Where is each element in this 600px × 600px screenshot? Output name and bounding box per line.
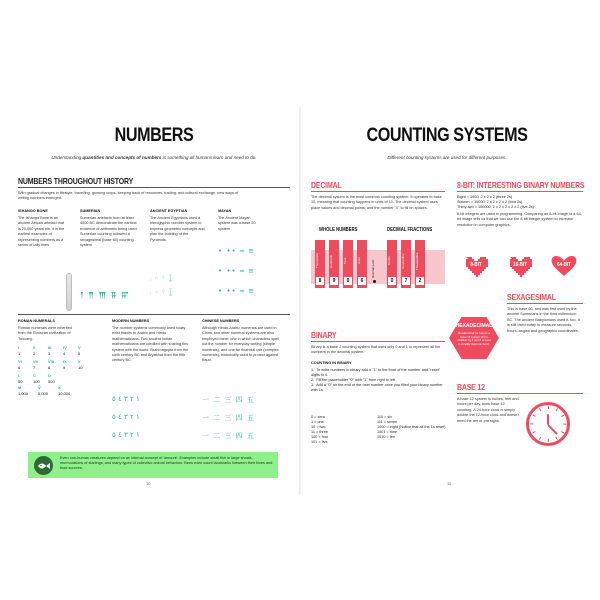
clock-tick xyxy=(548,439,549,442)
roman-cell: 100 xyxy=(33,379,40,384)
binary-title: BINARY xyxy=(311,331,337,340)
roman-cell: VII xyxy=(33,359,38,364)
heart-64bit xyxy=(551,255,577,277)
heart-8bit-label: 8-BIT xyxy=(470,262,482,268)
chinese-title: CHINESE NUMBERS xyxy=(202,319,240,323)
hexadecimal-text: Hexadecimal (or hex) is a base 16 system (16 is divisible by 8 and 8 is used to simplify 8-bit numbers). xyxy=(457,331,491,346)
roman-cell: D xyxy=(48,373,51,378)
binary-list-item: 101 = five xyxy=(311,440,328,445)
history-intro: With gradual changes in lifestyle, travelling, growing crops, keeping track of resources, trading, and cultural exchange, new ways of writing numbers emerged. xyxy=(18,191,239,201)
roman-cell: X xyxy=(78,359,81,364)
eight-bit-text: 8-bit integers are used in programming. Comparing an 8-bit image to a 64-bit image tells us that we can use the 8-bit integer system to increase resolution in computer graphics. xyxy=(457,212,582,227)
roman-cell: III xyxy=(48,345,52,350)
mayan-glyphs-2: • •• ═ ≡ xyxy=(218,267,256,275)
roman-cell: IX xyxy=(63,359,67,364)
place-value-digit: 7 xyxy=(401,276,411,286)
fish-icon xyxy=(34,456,53,475)
section-title-history: NUMBERS THROUGHOUT HISTORY xyxy=(18,177,134,186)
counting-in-binary-title: COUNTING IN BINARY xyxy=(311,361,352,365)
heart-16bit-label: 16-BIT xyxy=(513,262,527,268)
binary-list-item: 1001 = nine xyxy=(377,430,397,435)
roman-numeral-table xyxy=(18,345,93,397)
roman-cell: 4 xyxy=(63,351,66,356)
page-number-right: 11 xyxy=(447,481,452,486)
roman-cell: IV xyxy=(63,345,67,350)
roman-cell: 5,000 xyxy=(38,391,49,396)
decimal-title: DECIMAL xyxy=(311,181,342,190)
page-subtitle-right: Different counting systems are used for different purposes. xyxy=(387,155,507,160)
place-value-digit: 8 xyxy=(315,276,325,286)
binary-list-item: 10 = two xyxy=(311,425,326,430)
left-page xyxy=(18,107,290,495)
pink-divider-5 xyxy=(457,393,583,394)
binary-step-2: 2. Fill the placeholder "0" with "1" from right to left. xyxy=(311,378,397,383)
place-value-label: Hundreds xyxy=(329,254,333,268)
eight-bit-line-3: Thirty-two = 100000; 2 x 2 x 2 x 2 x 2 (five 2s) xyxy=(457,205,534,210)
binary-list-item: 110 = six xyxy=(377,415,393,419)
eight-bit-line-1: Eight = 1000; 2 x 2 x 2 (three 2s) xyxy=(457,195,513,199)
mayan-title: MAYAN xyxy=(218,209,232,213)
chinese-text: Although Hindu-Arabic numerals are used in China, two other numeral systems are also employed there: one in which characters spell out the number for everyday writing (simple numerals), and one for financial use (complex numerals), historically used to protect against fraud. xyxy=(202,326,280,363)
chinese-glyphs: 一 二 三 四 五 xyxy=(202,396,255,404)
roman-cell: 5 xyxy=(78,351,81,356)
roman-cell: X̄ xyxy=(58,385,61,390)
roman-cell: 3 xyxy=(48,351,51,356)
decimal-text: The decimal system is the most common counting system. It operates to base 10, meaning that counting happens in units of 10. The decimal system uses place values and decimal points, and the number "0" to fill on spaces. xyxy=(311,195,442,210)
place-value-label: Tenths xyxy=(387,256,391,266)
egyptian-glyphs: 𓏺 𓎆 𓍢 𓆼 xyxy=(150,275,174,283)
binary-list-item: 1000 = eight (Notice that all the 1s reset) xyxy=(377,425,446,430)
roman-title: ROMAN NUMERALS xyxy=(18,319,55,323)
binary-text: Binary is a base 2 counting system that uses only 0 and 1 to represent all the numbers in the decimal system. xyxy=(311,345,441,355)
hexadecimal-title: HEXADECIMAL xyxy=(455,323,493,329)
roman-cell: 10,000 xyxy=(58,391,71,396)
heart-16bit xyxy=(507,255,533,277)
clock-tick xyxy=(533,415,536,417)
roman-cell: 1,000 xyxy=(18,391,29,396)
binary-list-a xyxy=(311,415,371,446)
heart-8bit xyxy=(463,255,489,277)
roman-cell: L xyxy=(18,373,21,378)
roman-cell: 10 xyxy=(78,365,83,370)
roman-text: Roman numerals were inherited from the Etruscan civilization of Tuscany. xyxy=(18,326,72,341)
eight-bit-title: 8-BIT: INTERESTING BINARY NUMBERS xyxy=(457,181,585,190)
place-value-label: Units xyxy=(357,257,361,265)
place-value-digit: 0 xyxy=(343,276,353,286)
right-page xyxy=(311,107,583,495)
base12-title: BASE 12 xyxy=(457,383,485,392)
clock-icon xyxy=(526,402,570,446)
eight-bit-lines xyxy=(457,195,583,210)
mayan-glyphs: • •• ═ ≡ xyxy=(218,247,256,255)
modern-text: The number systems commonly used today exist thanks to Arabic and Hindu mathematicians. Two ancient Indian mathematicians are credited with sharing this system with the world. Brahmagupta from the sixth century BC and Aryabhat from the fifth century BC. xyxy=(112,326,189,363)
binary-list-b xyxy=(377,415,447,440)
roman-cell: II xyxy=(33,345,36,350)
base12-text: A base 12 system is inches, feet and hours per day, uses base 12 counting. A 24-hour clock is simply double the 12-hour clock and doesn't need the am or pm signs. xyxy=(457,397,520,423)
decimal-dot xyxy=(373,280,376,283)
eight-bit-line-2: Sixteen = 10000; 2 x 2 x 2 x 2 (four 2s) xyxy=(457,200,523,205)
roman-cell: I xyxy=(18,345,20,350)
callout-text: Even non-human creatures depend on an internal concept of 'amount'. Examples include small fish in large shoals, murmurations of starlings, and many types of collective animal behaviour. Bees even count landmarks between their hives and food sources. xyxy=(60,456,273,471)
binary-steps xyxy=(311,368,445,393)
clock-tick xyxy=(563,424,566,425)
clock-tick xyxy=(533,431,536,433)
whole-numbers-label: WHOLE NUMBERS xyxy=(319,227,358,233)
clock-tick xyxy=(539,408,541,411)
clock-minute-hand xyxy=(547,424,558,435)
heart-64bit-label: 64-BIT xyxy=(557,262,571,268)
clock-tick xyxy=(556,437,558,440)
roman-cell: V xyxy=(78,345,81,350)
binary-step-1: 1. To write numbers in binary add a "1" to the front of the number and "reset" digits to 0. xyxy=(311,368,441,378)
binary-list-item: 0 = zero xyxy=(311,415,325,419)
binary-list-item: 1 = one xyxy=(311,420,324,425)
ishango-text: The Ishango Bone is an ancient African artefact that is 20,000 years old. It is the earliest examples of representing numbers as a series of tally lines xyxy=(18,216,65,248)
place-value-label: Tens xyxy=(343,257,347,265)
modern-title: MODERN NUMBERS xyxy=(112,319,150,323)
sumerian-glyphs: 𒐕 𒐖 𒐗 𒐘 𒐙 xyxy=(80,292,130,300)
roman-cell: C xyxy=(33,373,36,378)
binary-list-item: 111 = seven xyxy=(377,420,398,425)
clock-tick xyxy=(556,408,558,411)
roman-cell: M xyxy=(18,385,22,390)
roman-cell: VI xyxy=(18,359,22,364)
sexagesimal-text: This is base 60, and was first used by the ancient Sumerians in the third millennium BC. The ancient Babylonians used it, too. It is still used today to measure seconds, hours, angles and geographic coordinates. xyxy=(507,307,580,333)
book-gutter xyxy=(299,107,301,495)
place-value-digit: 2 xyxy=(415,276,425,286)
modern-glyphs: ١ ٢ ٣ ٤ ٥ xyxy=(112,395,140,403)
place-value-digit: 0 xyxy=(387,276,397,286)
roman-cell: 50 xyxy=(18,379,23,384)
decimal-point-label: Decimal point xyxy=(371,259,375,278)
page-title-counting-systems: COUNTING SYSTEMS xyxy=(366,125,528,146)
place-value-digit: 9 xyxy=(329,276,339,286)
roman-cell: 1 xyxy=(18,351,21,356)
egyptian-glyphs-2: 𓏺 𓎆 𓍢 𓆼 xyxy=(150,289,174,297)
place-value-label: Hundredths xyxy=(401,253,405,269)
place-value-digit: 6 xyxy=(357,276,367,286)
modern-glyphs-2: ١ ٢ ٣ ٤ ٥ xyxy=(112,413,140,421)
egyptian-text: The Ancient Egyptians used a hieroglyphic number system to express geometric concepts and plan the building of the Pyramids. xyxy=(150,216,205,242)
binary-list-item: 100 = four xyxy=(311,435,329,440)
page-subtitle: Understanding quantities and concepts of numbers is something all humans learn and need to do. xyxy=(51,155,257,160)
ishango-title: ISHANGO BONE xyxy=(18,209,48,213)
roman-cell: 9 xyxy=(63,365,66,370)
divider xyxy=(18,187,290,188)
sumerian-text: Sumerian artefacts from at least 4000 BC demonstrate the earliest evidence of arithmetic being used. Sumerian counting followed a sexagesimal (base 60) counting system xyxy=(80,216,138,248)
page-number-left: 10 xyxy=(146,481,151,486)
sumerian-title: SUMERIAN xyxy=(80,209,101,213)
egyptian-title: ANCIENT EGYPTIAN xyxy=(150,209,188,213)
roman-cell: 2 xyxy=(33,351,36,356)
clock-tick xyxy=(561,415,564,417)
chinese-glyphs-3: 一 二 三 四 五 xyxy=(202,432,255,440)
modern-glyphs-3: ١ ٢ ٣ ٤ ٥ xyxy=(112,431,140,439)
pink-divider xyxy=(311,191,445,192)
pink-divider-2 xyxy=(311,341,445,342)
sexagesimal-title: SEXAGESIMAL xyxy=(507,293,556,302)
roman-cell: V̄ xyxy=(38,385,41,390)
pink-divider-4 xyxy=(507,303,583,304)
clock-tick xyxy=(561,431,564,433)
divider-2 xyxy=(18,314,290,315)
binary-list-item: 1010 = ten xyxy=(377,435,396,440)
roman-cell: 6 xyxy=(18,365,21,370)
page-title-numbers: NUMBERS xyxy=(114,125,194,146)
mayan-glyphs-3: • •• ═ ≡ xyxy=(218,287,256,295)
clock-tick xyxy=(548,406,549,409)
chinese-glyphs-2: 一 二 三 四 五 xyxy=(202,414,255,422)
roman-cell: 8 xyxy=(48,365,51,370)
roman-cell: VIII xyxy=(48,359,55,364)
pink-divider-3 xyxy=(457,191,583,192)
mayan-text: The Ancient Mayan system was a base 20 system. xyxy=(218,216,256,231)
place-value-label: Thousands xyxy=(315,253,319,269)
binary-step-3: 3. Add a "0" on the end of the next number once you filled your binary number with 1s. xyxy=(311,383,443,393)
roman-cell: 7 xyxy=(33,365,36,370)
roman-cell: 500 xyxy=(48,379,55,384)
clock-tick xyxy=(539,437,541,440)
place-value-label: Thousandths xyxy=(415,252,419,270)
decimal-fractions-label: DECIMAL FRACTIONS xyxy=(387,227,433,233)
binary-list-item: 11 = three xyxy=(311,430,328,435)
ishango-bone-image xyxy=(66,273,72,311)
clock-tick xyxy=(530,424,533,425)
animal-counting-callout xyxy=(28,452,278,478)
